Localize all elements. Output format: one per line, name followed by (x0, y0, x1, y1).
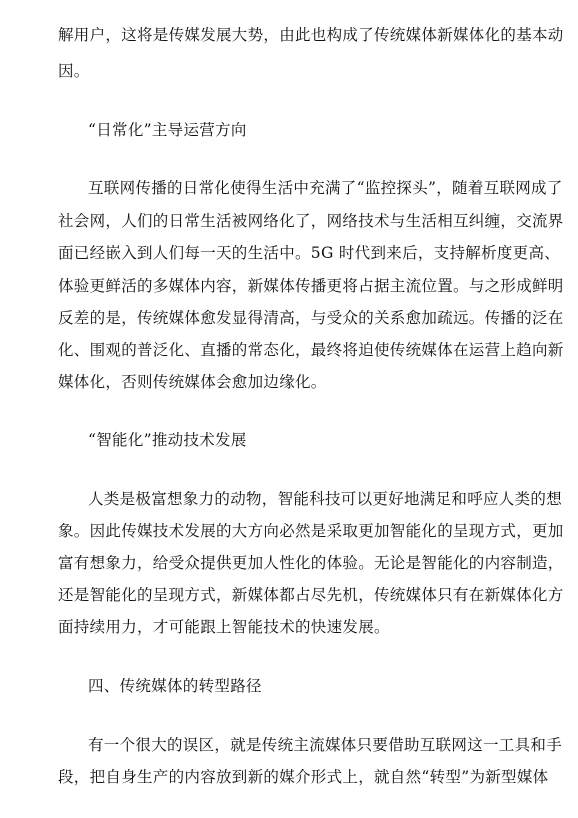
section-heading: 四、传统媒体的转型路径 (88, 677, 262, 695)
text-line: 化、围观的普泛化、直播的常态化，最终将迫使传统媒体在运营上趋向新 (58, 341, 564, 359)
text-line: 面已经嵌入到人们每一天的生活中。5G 时代到来后，支持解析度更高、 (58, 244, 561, 262)
text-line: 因。 (58, 62, 90, 80)
section-heading: “智能化”推动技术发展 (88, 431, 247, 449)
text-line: 解用户，这将是传媒发展大势，由此也构成了传统媒体新媒体化的基本动 (58, 26, 564, 44)
text-line: 反差的是，传统媒体愈发显得清高，与受众的关系愈加疏远。传播的泛在 (58, 309, 564, 327)
text-line: 媒体化，否则传统媒体会愈加边缘化。 (58, 373, 327, 391)
text-line: 人类是极富想象力的动物，智能科技可以更好地满足和呼应人类的想 (88, 490, 563, 508)
text-line: 还是智能化的呈现方式，新媒体都占尽先机，传统媒体只有在新媒体化方 (58, 586, 564, 604)
text-line: 社会网，人们的日常生活被网络化了，网络技术与生活相互纠缠，交流界 (58, 212, 564, 230)
text-line: 面持续用力，才可能跟上智能技术的快速发展。 (58, 618, 390, 636)
text-line: 互联网传播的日常化使得生活中充满了“监控探头”，随着互联网成了 (88, 179, 563, 197)
text-line: 段，把自身生产的内容放到新的媒介形式上，就自然“转型”为新型媒体 (58, 768, 549, 786)
text-line: 体验更鲜活的多媒体内容，新媒体传播更将占据主流位置。与之形成鲜明 (58, 277, 564, 295)
section-heading: “日常化”主导运营方向 (88, 121, 247, 139)
text-line: 象。因此传媒技术发展的大方向必然是采取更加智能化的呈现方式，更加 (58, 522, 564, 540)
text-line: 有一个很大的误区，就是传统主流媒体只要借助互联网这一工具和手 (88, 736, 563, 754)
text-line: 富有想象力，给受众提供更加人性化的体验。无论是智能化的内容制造， (58, 554, 564, 572)
